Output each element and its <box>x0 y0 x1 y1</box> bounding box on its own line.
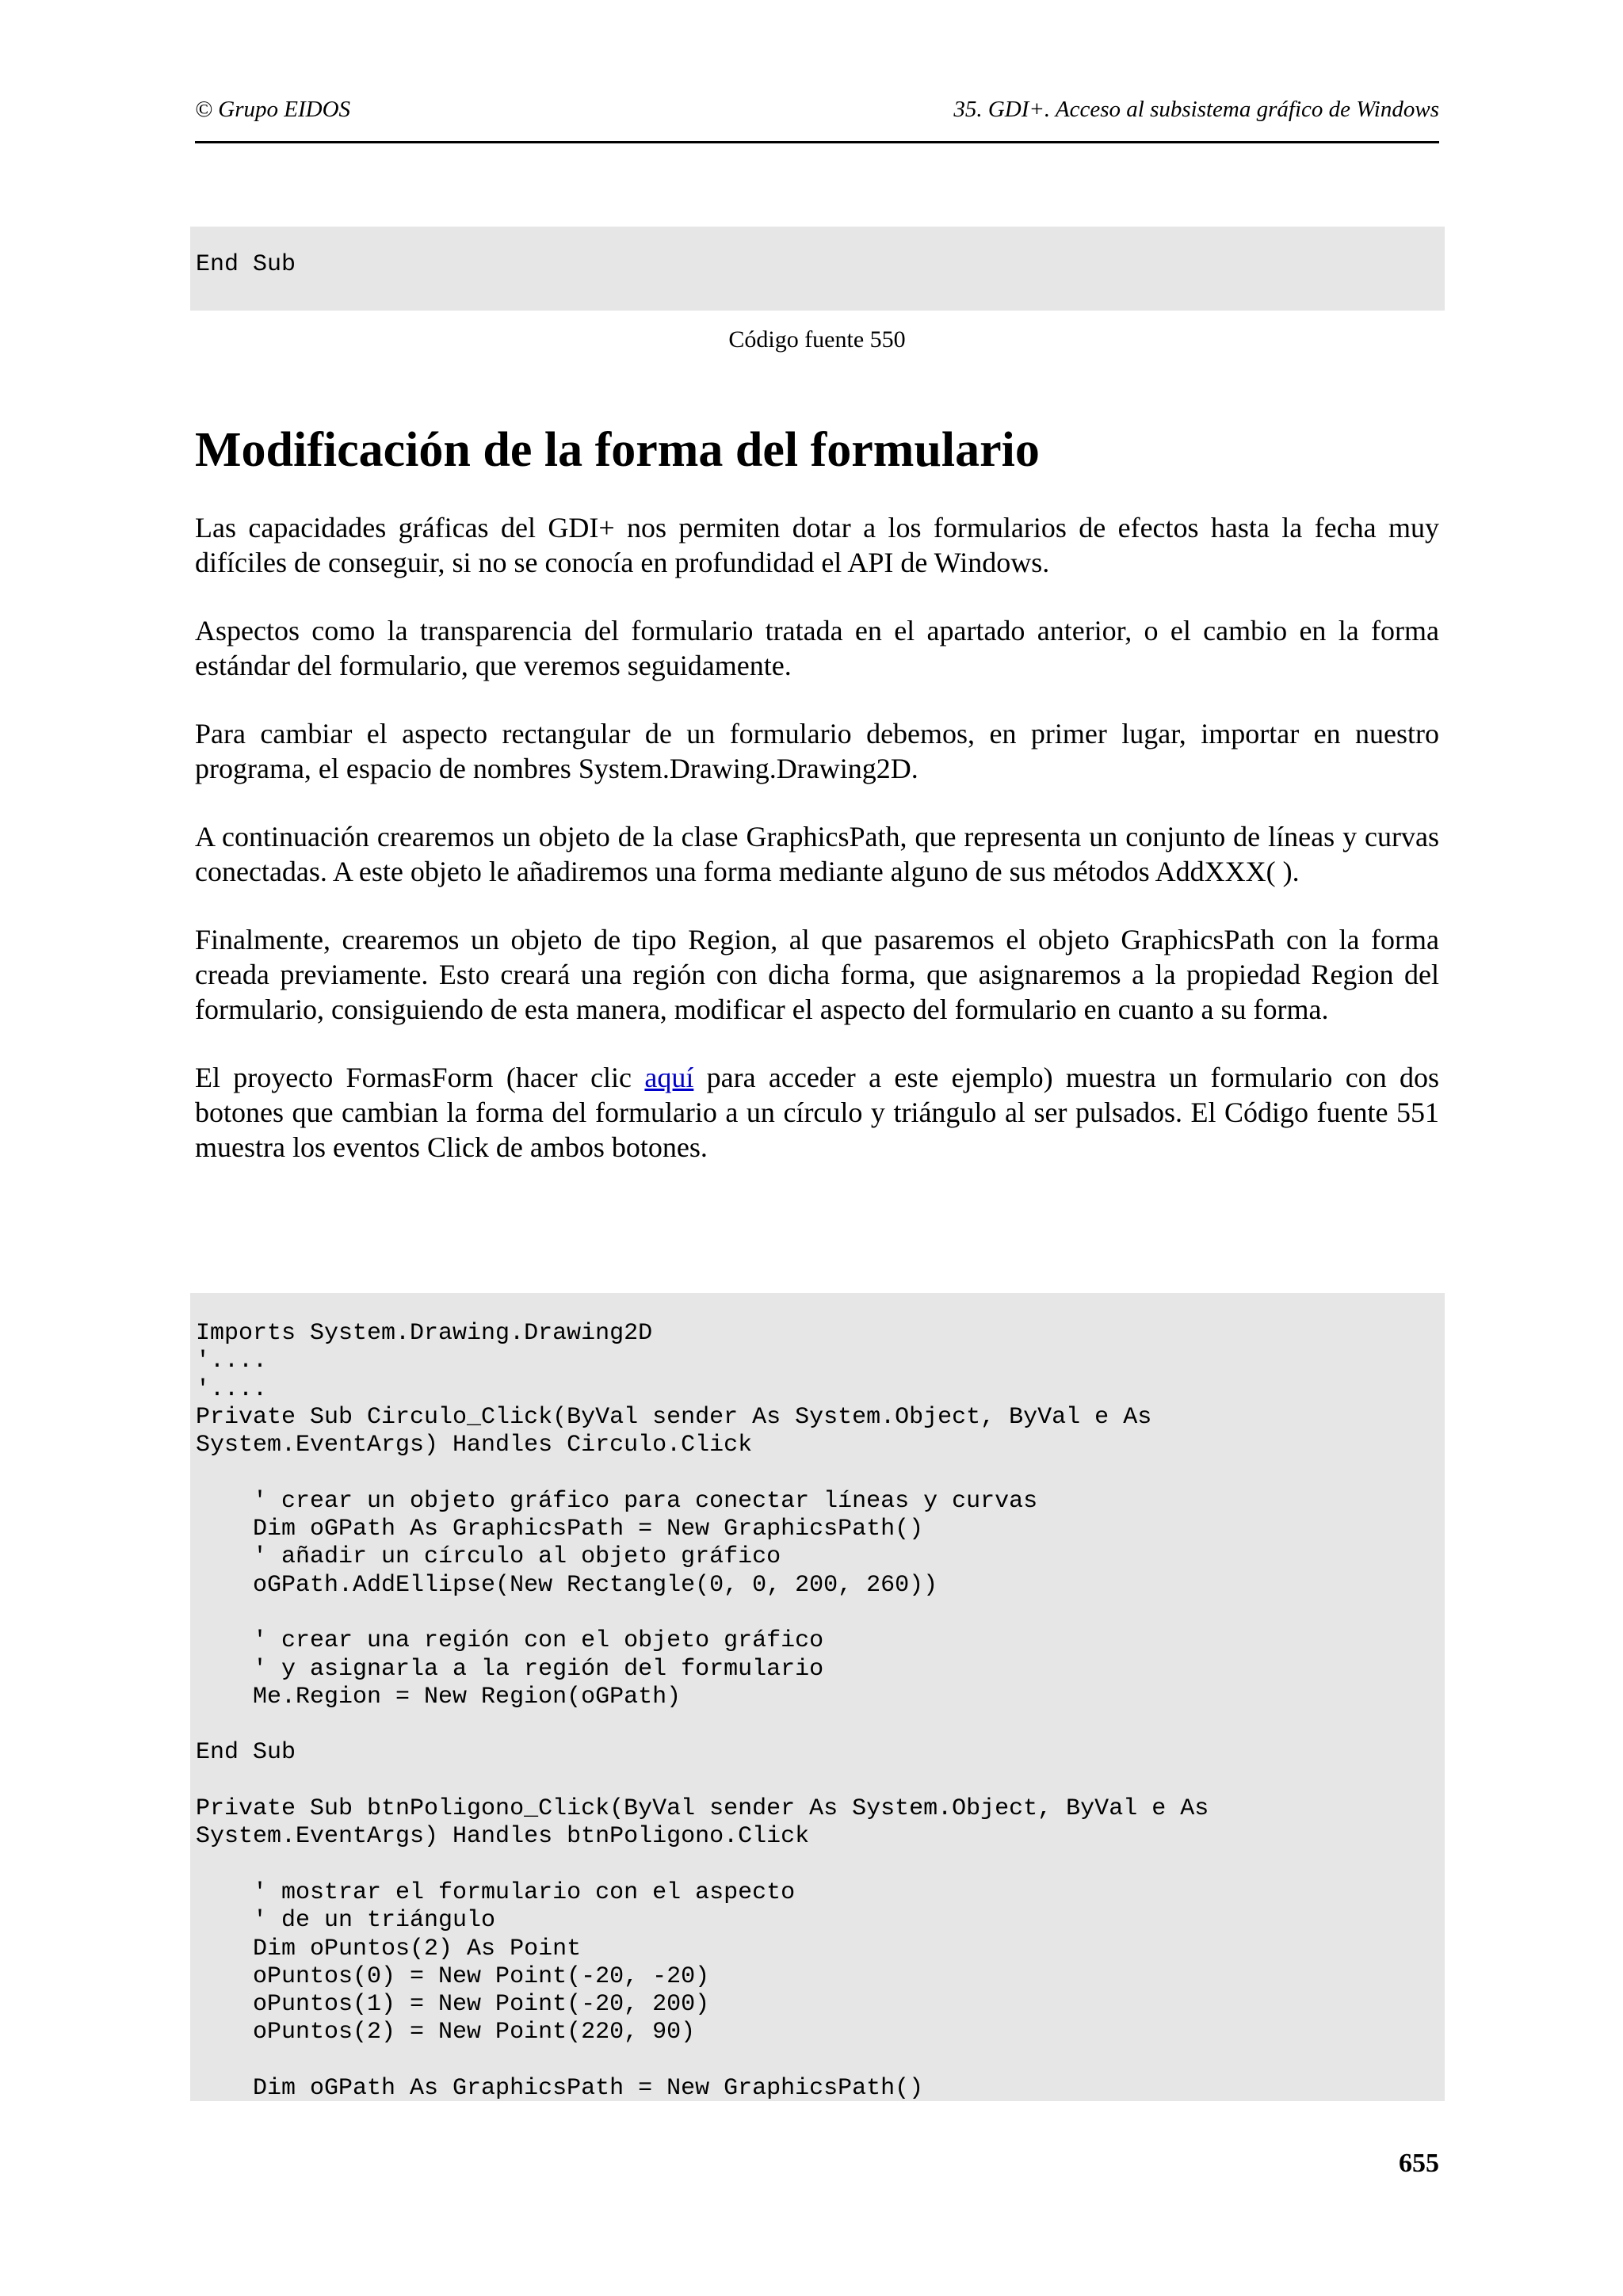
body-text <box>195 510 1439 1198</box>
header-chapter-title: 35. GDI+. Acceso al subsistema gráfico de Windows <box>953 97 1439 122</box>
paragraph-4: A continuación crearemos un objeto de la clase GraphicsPath, que representa un conjunto de líneas y curvas conectadas. A este objeto le añadiremos una forma mediante alguno de sus métodos AddXXX( ). <box>195 821 1439 887</box>
section-title: Modificación de la forma del formulario <box>195 423 1040 477</box>
code-block-550: End Sub <box>190 227 1445 311</box>
example-link[interactable]: aquí <box>644 1062 694 1093</box>
paragraph-5: Finalmente, crearemos un objeto de tipo Region, al que pasaremos el objeto GraphicsPath con la forma creada previamente. Esto creará una región con dicha forma, que asignaremos a la propiedad Region del formulario, consiguiendo de esta manera, modificar el aspecto del formulario en cuanto a su forma. <box>195 924 1439 1025</box>
paragraph-6 <box>195 1060 1439 1165</box>
code-block-551: Imports System.Drawing.Drawing2D '.... '.... Private Sub Circulo_Click(ByVal sender As System.Object, ByVal e As System.EventArgs) Handles Circulo.Click ' crear un objeto gráfico para conectar líneas y curvas Dim oGPath As GraphicsPath = New GraphicsPath() ' añadir un círculo al objeto gráfico oGPath.AddEllipse(New Rectangle(0, 0, 200, 260)) ' crear una región con el objeto gráfico ' y asignarla a la región del formulario Me.Region = New Region(oGPath) End Sub Private Sub btnPoligono_Click(ByVal sender As System.Object, ByVal e As System.EventArgs) Handles btnPoligono.Click ' mostrar el formulario con el aspecto ' de un triángulo Dim oPuntos(2) As Point oPuntos(0) = New Point(-20, -20) oPuntos(1) = New Point(-20, 200) oPuntos(2) = New Point(220, 90) Dim oGPath As GraphicsPath = New GraphicsPath() <box>190 1293 1445 2101</box>
paragraph-6-text-start: El proyecto FormasForm (hacer clic <box>195 1062 645 1093</box>
page-header <box>195 93 1439 143</box>
paragraph-1: Las capacidades gráficas del GDI+ nos permiten dotar a los formularios de efectos hasta la fecha muy difíciles de conseguir, si no se conocía en profundidad el API de Windows. <box>195 512 1439 578</box>
page-number: 655 <box>1399 2149 1439 2178</box>
paragraph-6-text-end: para acceder a este ejemplo) muestra un formulario con dos botones que cambian la forma del formulario a un círculo y triángulo al ser pulsados. El Código fuente 551 muestra los eventos Click de ambos botones. <box>195 1062 1440 1163</box>
code-caption: Código fuente 550 <box>728 326 906 353</box>
header-publisher: © Grupo EIDOS <box>195 97 351 122</box>
paragraph-2: Aspectos como la transparencia del formulario tratada en el apartado anterior, o el cambio en la forma estándar del formulario, que veremos seguidamente. <box>195 615 1439 681</box>
paragraph-3: Para cambiar el aspecto rectangular de un formulario debemos, en primer lugar, importar en nuestro programa, el espacio de nombres System.Drawing.Drawing2D. <box>195 718 1439 784</box>
